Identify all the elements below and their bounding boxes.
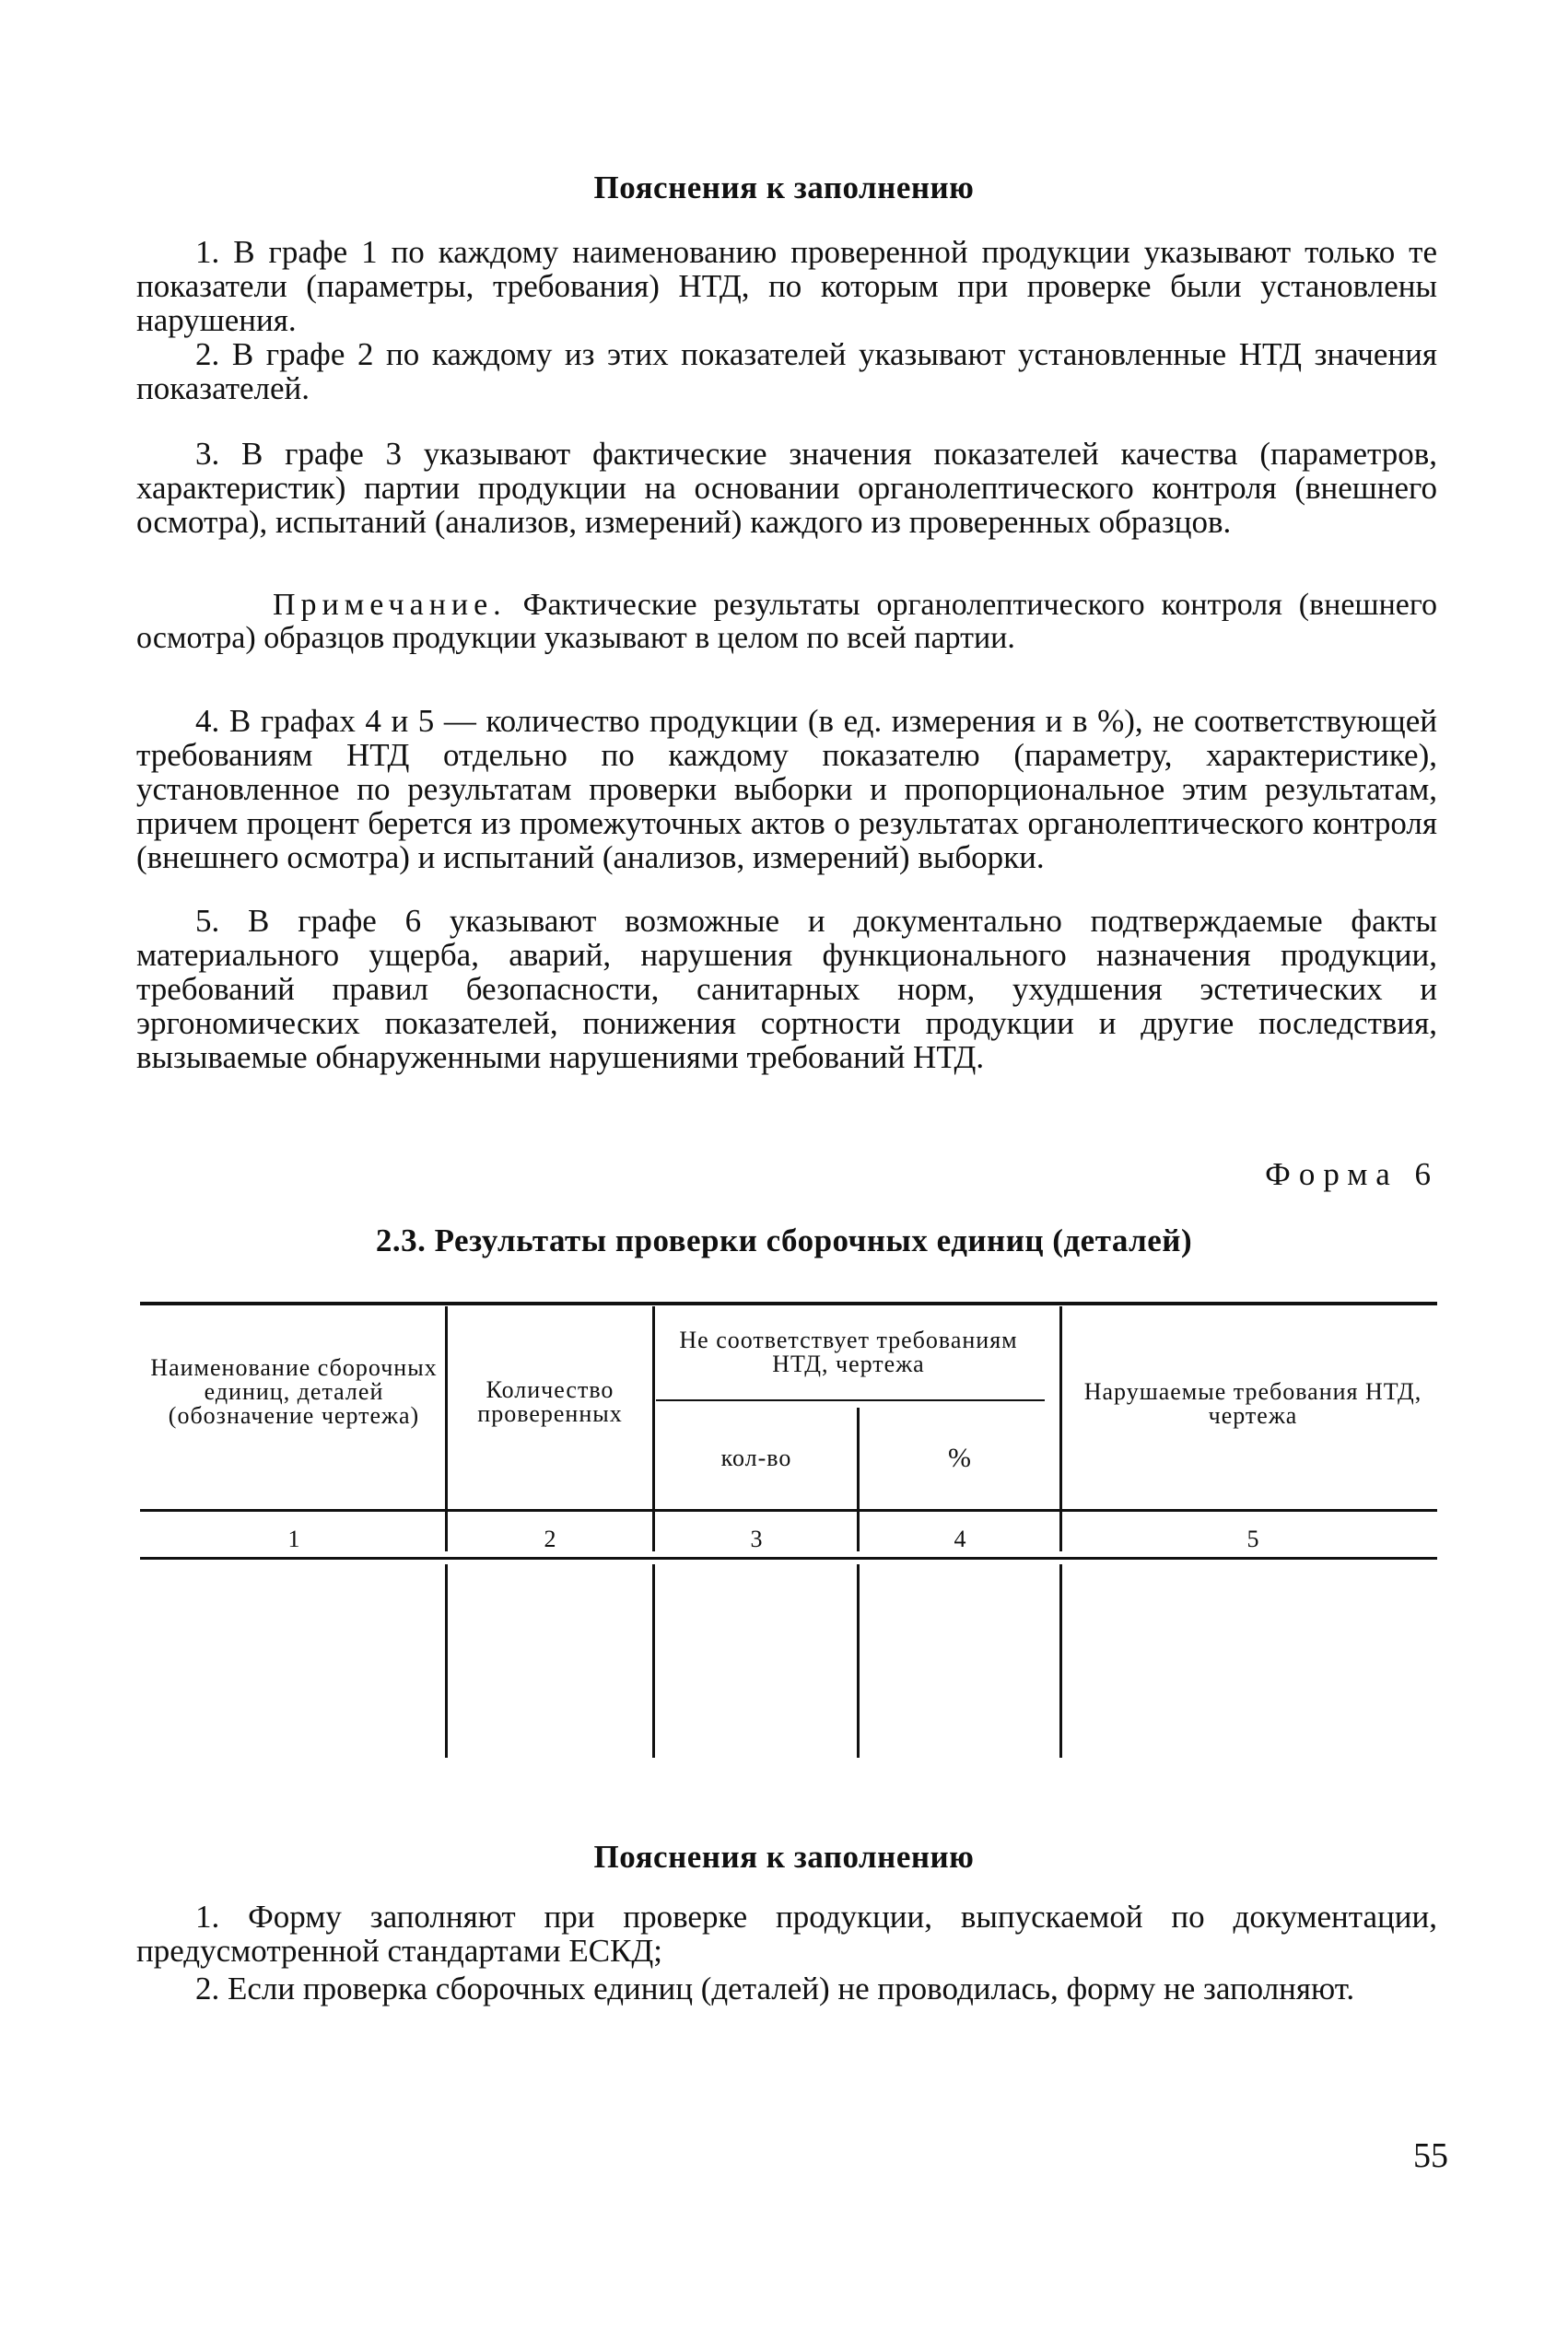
section2-paragraph-1: 1. Форму заполняют при проверке продукции, выпускаемой по документации, предусмотренной стандартами ЕСКД; [136,1899,1437,1969]
table-header-percent: % [948,1443,972,1473]
section1-paragraph-1: 1. В графе 1 по каждому наименованию проверенной продукции указывают только те показатели (параметры, требования) НТД, по которым при проверке были установлены нарушения. [136,234,1437,338]
note-text: Фактические результаты органолептического контроля (внешнего осмотра) образцов продукции указывают в целом по всей партии. [136,588,1437,655]
table-divider-4 [1059,1306,1062,1551]
table-header-name: Наименование сборочных единиц, деталей (обозначение чертежа) [150,1354,438,1429]
table-header-rule [140,1509,1437,1512]
table-header-quantity: Количество проверенных [477,1376,623,1427]
section2-paragraph-2: 2. Если проверка сборочных единиц (деталей) не проводилась, форму не заполняют. [195,1971,1355,2006]
column-number-1: 1 [287,1526,300,1552]
column-number-2: 2 [544,1526,556,1552]
section1-paragraph-4: 4. В графах 4 и 5 — количество продукции (в ед. измерения и в %), не соответствующей требованиям НТД отдельно по каждому показателю (параметру, характеристике), установленное по результатам проверки выборки и пропорциональное этим результатам, причем процент берется из промежуточных актов о результатах органолептического контроля (внешнего осмотра) и испытаний (анализов, измерений) выборки. [136,703,1437,875]
form-title: 2.3. Результаты проверки сборочных единиц (деталей) [375,1222,1193,1258]
table-header-group: Не соответствует требованиям НТД, чертежа [679,1327,1018,1377]
column-number-4: 4 [954,1526,966,1552]
table-numbers-rule [140,1557,1437,1560]
table-divider-3 [857,1408,860,1551]
section1-paragraph-5: 5. В графе 6 указывают возможные и документально подтверждаемые факты материального ущерба, аварий, нарушения функционального назначения продукции, требований правил безопасности, санитарных норм, ухудшения эстетических и эргономических показателей, понижения сортности продукции и другие последствия, вызываемые обнаруженными нарушениями требований НТД. [136,903,1437,1075]
column-number-3: 3 [750,1526,763,1552]
section1-paragraph-3: 3. В графе 3 указывают фактические значения показателей качества (параметров, характеристик) партии продукции на основании органолептического контроля (внешнего осмотра), испытаний (анализов, измерений) каждого из проверенных образцов. [136,436,1437,540]
table-group-rule [656,1399,1045,1401]
table-body-divider-3 [857,1564,860,1758]
form-label: Форма 6 [1265,1156,1439,1192]
table-top-rule [140,1302,1437,1305]
column-number-5: 5 [1246,1526,1259,1552]
section1-note [136,589,1437,655]
page-number: 55 [1413,2136,1448,2175]
table-header-count: кол-во [720,1445,792,1471]
section1-paragraph-2: 2. В графе 2 по каждому из этих показателей указывают установленные НТД значения показателей. [136,336,1437,406]
table-body-divider-1 [445,1564,448,1758]
note-label: Примечание. [273,588,507,622]
table-body-divider-4 [1059,1564,1062,1758]
table-divider-1 [445,1306,448,1551]
table-body-divider-2 [652,1564,655,1758]
table-header-violated-requirements: Нарушаемые требования НТД, чертежа [1083,1378,1422,1429]
table-divider-2 [652,1306,655,1551]
section1-heading: Пояснения к заполнению [593,170,975,205]
section2-heading: Пояснения к заполнению [593,1839,975,1875]
